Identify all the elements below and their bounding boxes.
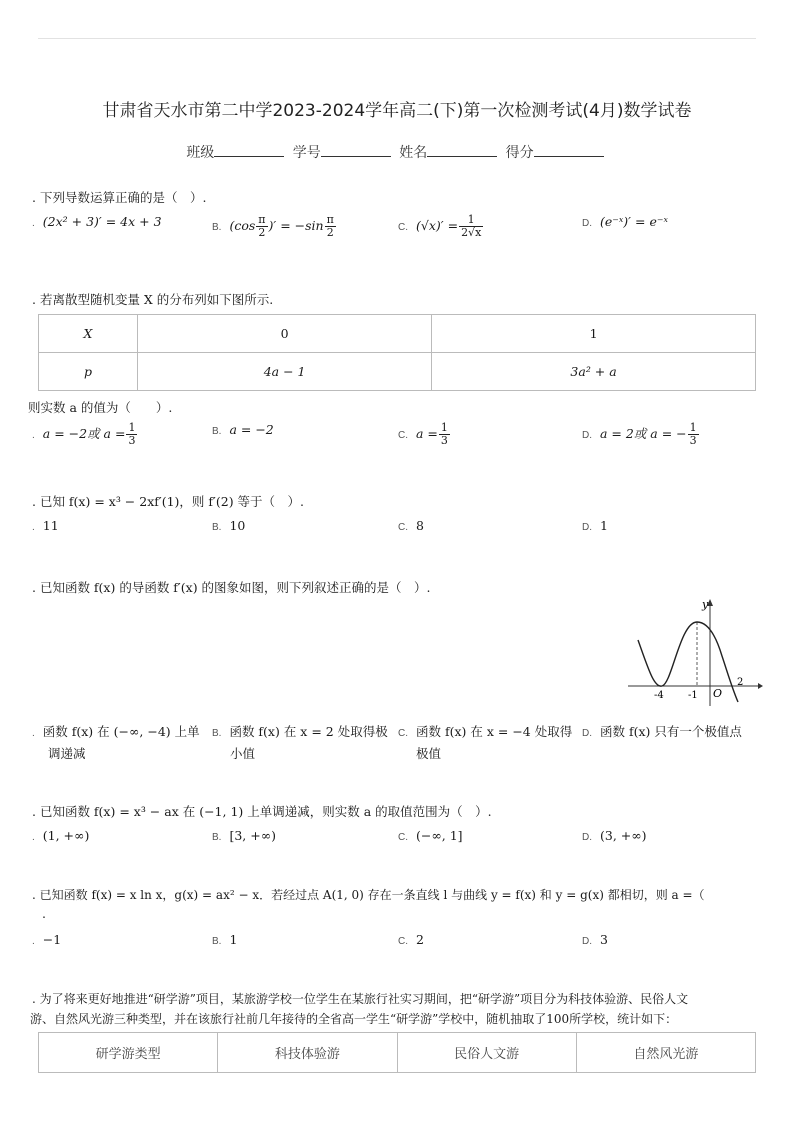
id-label: 学号 [292,145,321,161]
q1-option-c[interactable]: C. (√x)′ = $\frac{1}{2√x}$ [398,213,482,240]
q4-option-c[interactable]: C. 函数 f(x) 在 x = −4 处取得 极值 [398,724,573,761]
name-blank[interactable] [427,142,497,157]
q2-stem-continued: 则实数 a 的值为（ ）. [28,400,173,415]
q2-options [0,421,794,448]
q6-options [0,932,794,954]
q4-option-a[interactable]: . 函数 f(x) 在 (−∞, −4) 上单 调递减 [32,724,200,761]
q5-options [0,828,794,850]
table-cell: 3a² + a [432,353,756,391]
q6-option-d[interactable]: D. 3 [582,932,608,947]
q6-option-c[interactable]: C. 2 [398,932,424,947]
q1-stem: . 下列导数运算正确的是（ ）. [32,190,207,205]
q3-stem: . 已知 f(x) = x³ − 2xf′(1)，则 f′(2) 等于（ ）. [32,494,305,509]
score-blank[interactable] [534,142,604,157]
q3-option-d[interactable]: D. 1 [582,518,608,533]
student-info-line [0,142,794,162]
q1-options [0,213,794,240]
q3-option-a[interactable]: . 11 [32,518,59,533]
y-axis-label: y [702,598,709,611]
x-axis-arrow [758,683,763,689]
q4-options [0,722,794,762]
id-blank[interactable] [321,142,391,157]
table-row [39,353,756,391]
table-header-cell: 研学游类型 [39,1033,218,1073]
distribution-table [38,314,756,391]
table-cell: p [39,353,138,391]
table-header-cell: 科技体验游 [218,1033,397,1073]
q7-stem-continued: 游、自然风光游三种类型，并在该旅行社前几年接待的全省高一学生“研学游”学校中，随机抽取了100所学校，统计如下： [30,1012,678,1026]
table-row [39,1033,756,1073]
table-cell: 4a − 1 [138,353,432,391]
q5-option-c[interactable]: C. (−∞, 1] [398,828,463,843]
q6-option-a[interactable]: . −1 [32,932,62,947]
fraction: $\frac{1}{3}$ [689,421,697,448]
fraction: $\frac{\pi}{2}$ [326,213,334,240]
q1-option-b[interactable]: B. (cos $\frac{\pi}{2}$ )′ = −sin $\frac{\pi}{2}$ [212,213,334,240]
q5-stem: . 已知函数 f(x) = x³ − ax 在 (−1, 1) 上单调递减，则实数 a 的取值范围为（ ）. [32,804,492,819]
q1-option-d[interactable]: D. (e⁻ˣ)′ = e⁻ˣ [582,214,668,229]
table-cell: X [39,315,138,353]
fraction: $\frac{1}{3}$ [128,421,136,448]
fraction: $\frac{\pi}{2}$ [258,213,266,240]
name-label: 姓名 [399,145,428,161]
top-divider [38,38,756,39]
fraction: $\frac{1}{2√x}$ [461,213,482,240]
study-tour-table [38,1032,756,1073]
class-blank[interactable] [214,142,284,157]
table-cell: 0 [138,315,432,353]
class-label: 班级 [186,145,215,161]
q5-option-a[interactable]: . (1, +∞) [32,828,90,843]
table-cell: 1 [432,315,756,353]
table-row [39,315,756,353]
q3-option-b[interactable]: B. 10 [212,518,246,533]
q3-option-c[interactable]: C. 8 [398,518,424,533]
q6-stem: . 已知函数 f(x) = x ln x，g(x) = ax² − x．若经过点 A(1, 0) 存在一条直线 l 与曲线 y = f(x) 和 y = g(x) 都相切，则 a =（ [32,888,705,902]
table-header-cell: 民俗人文游 [397,1033,576,1073]
tick-label: -4 [654,690,664,701]
q5-option-b[interactable]: B. [3, +∞) [212,828,276,843]
table-header-cell: 自然风光游 [576,1033,755,1073]
tick-label: -1 [688,690,698,701]
tick-label: 2 [737,677,744,688]
q4-option-d[interactable]: D. 函数 f(x) 只有一个极值点 [582,724,742,739]
derivative-graph [624,596,764,708]
q5-option-d[interactable]: D. (3, +∞) [582,828,647,843]
q4-stem: . 已知函数 f(x) 的导函数 f′(x) 的图象如图，则下列叙述正确的是（ ）. [32,580,431,595]
origin-label: O [713,687,723,700]
q7-stem: . 为了将来更好地推进“研学游”项目，某旅游学校一位学生在某旅行社实习期间，把“研学游”项目分为科技体验游、民俗人文 [32,992,689,1006]
q2-option-d[interactable]: D. a = 2或 a = − $\frac{1}{3}$ [582,421,697,448]
q2-option-a[interactable]: . a = −2或 a = $\frac{1}{3}$ [32,421,136,448]
q2-option-c[interactable]: C. a = $\frac{1}{3}$ [398,421,448,448]
q4-option-b[interactable]: B. 函数 f(x) 在 x = 2 处取得极 小值 [212,724,388,761]
q6-stem-continued: . [42,906,46,921]
score-label: 得分 [505,145,534,161]
page-title: 甘肃省天水市第二中学2023-2024学年高二(下)第一次检测考试(4月)数学试卷 [102,101,692,121]
q2-stem: . 若离散型随机变量 X 的分布列如下图所示. [32,292,274,307]
q2-option-b[interactable]: B. a = −2 [212,422,274,437]
fraction: $\frac{1}{3}$ [440,421,448,448]
q3-options [0,518,794,540]
q1-option-a[interactable]: . (2x² + 3)′ = 4x + 3 [32,214,162,229]
q6-option-b[interactable]: B. 1 [212,932,238,947]
